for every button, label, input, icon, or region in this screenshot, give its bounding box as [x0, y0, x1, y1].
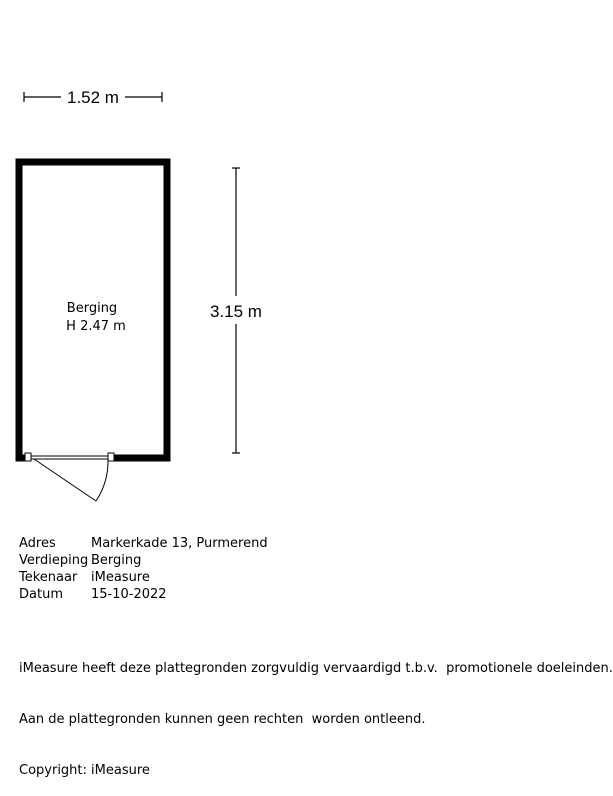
info-label: Datum: [19, 587, 63, 602]
info-label: Adres: [19, 536, 56, 551]
door-swing: [31, 456, 108, 501]
info-table: [19, 535, 268, 603]
info-label: Tekenaar: [19, 570, 78, 585]
depth-dimension-label: 3.15 m: [210, 302, 262, 321]
room-name: Berging: [66, 301, 118, 316]
info-row-date: [19, 586, 268, 603]
copyright-line: Copyright: iMeasure: [19, 763, 150, 778]
info-row-drafter: [19, 569, 268, 586]
disclaimer: [19, 626, 613, 796]
info-row-floor: [19, 552, 268, 569]
width-dimension: [24, 88, 162, 107]
info-value: Berging: [91, 553, 142, 568]
info-value: iMeasure: [91, 570, 150, 585]
info-label: Verdieping: [19, 553, 89, 568]
disclaimer-line: Aan de plattegronden kunnen geen rechten worden ontleend.: [19, 712, 426, 727]
info-row-address: [19, 535, 268, 552]
depth-dimension: [210, 168, 262, 453]
info-value: 15-10-2022: [91, 587, 167, 602]
disclaimer-line: iMeasure heeft deze plattegronden zorgvuldig vervaardigd t.b.v. promotionele doeleinden.: [19, 661, 613, 676]
room-height: H 2.47 m: [66, 319, 126, 334]
info-value: Markerkade 13, Purmerend: [91, 536, 268, 551]
width-dimension-label: 1.52 m: [67, 88, 119, 107]
